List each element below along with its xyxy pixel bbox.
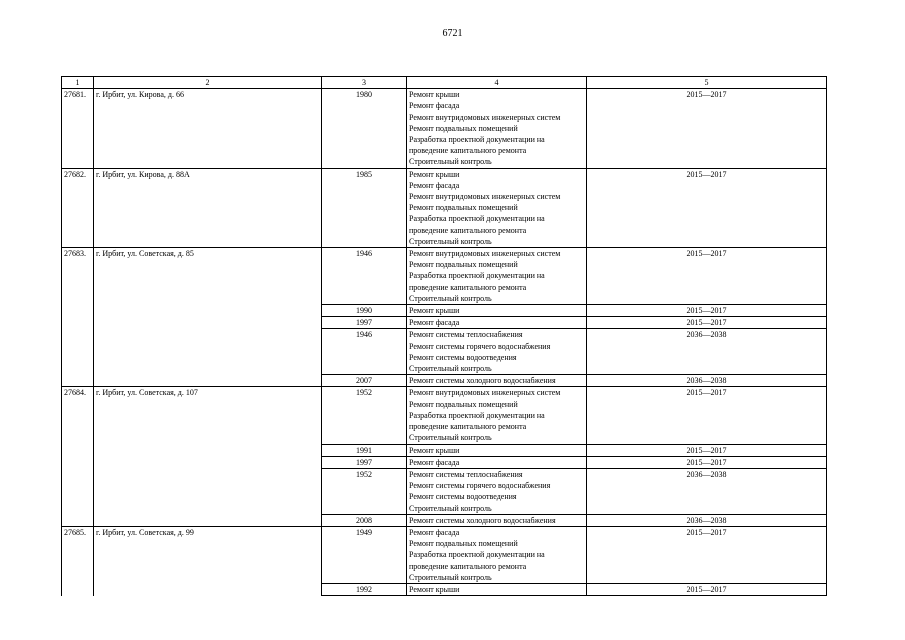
column-header: 1 bbox=[62, 77, 94, 89]
entry-number: 27683. bbox=[62, 248, 94, 387]
work-item: Ремонт подвальных помещений bbox=[409, 203, 518, 213]
work-item: Строительный контроль bbox=[409, 293, 492, 303]
column-header: 2 bbox=[94, 77, 322, 89]
build-year: 2008 bbox=[322, 514, 407, 526]
work-item: Ремонт крыши bbox=[409, 90, 460, 100]
work-item: Строительный контроль bbox=[409, 433, 492, 443]
work-item: Ремонт подвальных помещений bbox=[409, 260, 518, 270]
work-item: Разработка проектной документации на bbox=[409, 550, 545, 560]
repair-period: 2015—2017 bbox=[587, 89, 827, 168]
work-item: Ремонт крыши bbox=[409, 169, 460, 179]
work-item: Ремонт крыши bbox=[409, 306, 460, 316]
build-year: 1997 bbox=[322, 317, 407, 329]
repair-period: 2015—2017 bbox=[587, 387, 827, 444]
repair-period: 2015—2017 bbox=[587, 305, 827, 317]
work-item: Ремонт системы холодного водоснабжения bbox=[409, 376, 556, 386]
work-item: Ремонт внутридомовых инженерных систем bbox=[409, 112, 561, 122]
work-item: Разработка проектной документации на bbox=[409, 410, 545, 420]
works-cell bbox=[407, 387, 587, 444]
work-item: Ремонт крыши bbox=[409, 584, 460, 594]
work-item: Ремонт системы водоотведения bbox=[409, 352, 517, 362]
table-row bbox=[62, 168, 827, 247]
work-item: Разработка проектной документации на bbox=[409, 214, 545, 224]
work-item: Ремонт внутридомовых инженерных систем bbox=[409, 192, 561, 202]
work-item: Ремонт системы горячего водоснабжения bbox=[409, 341, 551, 351]
work-item: Строительный контроль bbox=[409, 364, 492, 374]
build-year: 1997 bbox=[322, 456, 407, 468]
build-year: 1991 bbox=[322, 444, 407, 456]
entry-number: 27684. bbox=[62, 387, 94, 526]
work-item: Ремонт внутридомовых инженерных систем bbox=[409, 249, 561, 259]
work-item: Ремонт внутридомовых инженерных систем bbox=[409, 388, 561, 398]
work-item: Разработка проектной документации на bbox=[409, 271, 545, 281]
build-year: 1946 bbox=[322, 329, 407, 375]
table-row bbox=[62, 89, 827, 168]
header-row bbox=[62, 77, 827, 89]
entry-address: г. Ирбит, ул. Кирова, д. 88А bbox=[94, 168, 322, 247]
repair-schedule-table bbox=[61, 76, 827, 596]
build-year: 1985 bbox=[322, 168, 407, 247]
repair-period: 2015—2017 bbox=[587, 248, 827, 305]
repair-period: 2015—2017 bbox=[587, 168, 827, 247]
works-cell bbox=[407, 317, 587, 329]
work-item: проведение капитального ремонта bbox=[409, 146, 527, 156]
work-item: Ремонт фасада bbox=[409, 318, 460, 328]
column-header: 3 bbox=[322, 77, 407, 89]
build-year: 1990 bbox=[322, 305, 407, 317]
work-item: Строительный контроль bbox=[409, 572, 492, 582]
work-item: Ремонт фасада bbox=[409, 527, 460, 537]
works-cell bbox=[407, 514, 587, 526]
table-row bbox=[62, 387, 827, 444]
work-item: Ремонт системы холодного водоснабжения bbox=[409, 515, 556, 525]
column-header: 4 bbox=[407, 77, 587, 89]
work-item: Ремонт фасада bbox=[409, 180, 460, 190]
repair-period: 2036—2038 bbox=[587, 514, 827, 526]
works-cell bbox=[407, 248, 587, 305]
column-header: 5 bbox=[587, 77, 827, 89]
repair-period: 2036—2038 bbox=[587, 329, 827, 375]
work-item: Ремонт крыши bbox=[409, 445, 460, 455]
works-cell bbox=[407, 375, 587, 387]
works-cell bbox=[407, 168, 587, 247]
entry-address: г. Ирбит, ул. Советская, д. 99 bbox=[94, 526, 322, 595]
table-row bbox=[62, 526, 827, 583]
build-year: 1952 bbox=[322, 468, 407, 514]
repair-period: 2036—2038 bbox=[587, 468, 827, 514]
works-cell bbox=[407, 305, 587, 317]
repair-period: 2036—2038 bbox=[587, 375, 827, 387]
build-year: 1946 bbox=[322, 248, 407, 305]
work-item: Ремонт подвальных помещений bbox=[409, 539, 518, 549]
works-cell bbox=[407, 583, 587, 595]
repair-period: 2015—2017 bbox=[587, 456, 827, 468]
entry-number: 27682. bbox=[62, 168, 94, 247]
work-item: проведение капитального ремонта bbox=[409, 282, 527, 292]
work-item: Ремонт системы теплоснабжения bbox=[409, 330, 523, 340]
works-cell bbox=[407, 329, 587, 375]
repair-period: 2015—2017 bbox=[587, 317, 827, 329]
entry-address: г. Ирбит, ул. Советская, д. 85 bbox=[94, 248, 322, 387]
work-item: проведение капитального ремонта bbox=[409, 422, 527, 432]
work-item: Ремонт системы водоотведения bbox=[409, 492, 517, 502]
build-year: 2007 bbox=[322, 375, 407, 387]
repair-period: 2015—2017 bbox=[587, 444, 827, 456]
work-item: Строительный контроль bbox=[409, 236, 492, 246]
entry-address: г. Ирбит, ул. Советская, д. 107 bbox=[94, 387, 322, 526]
table-row bbox=[62, 248, 827, 305]
entry-address: г. Ирбит, ул. Кирова, д. 66 bbox=[94, 89, 322, 168]
build-year: 1980 bbox=[322, 89, 407, 168]
page-number: 6721 bbox=[442, 28, 463, 39]
work-item: Строительный контроль bbox=[409, 503, 492, 513]
work-item: Ремонт системы горячего водоснабжения bbox=[409, 481, 551, 491]
entry-number: 27681. bbox=[62, 89, 94, 168]
works-cell bbox=[407, 468, 587, 514]
work-item: Разработка проектной документации на bbox=[409, 135, 545, 145]
works-cell bbox=[407, 456, 587, 468]
work-item: Ремонт системы теплоснабжения bbox=[409, 469, 523, 479]
work-item: Ремонт фасада bbox=[409, 101, 460, 111]
build-year: 1992 bbox=[322, 583, 407, 595]
work-item: Ремонт фасада bbox=[409, 457, 460, 467]
work-item: Ремонт подвальных помещений bbox=[409, 123, 518, 133]
build-year: 1949 bbox=[322, 526, 407, 583]
work-item: проведение капитального ремонта bbox=[409, 225, 527, 235]
work-item: Ремонт подвальных помещений bbox=[409, 399, 518, 409]
work-item: проведение капитального ремонта bbox=[409, 561, 527, 571]
repair-period: 2015—2017 bbox=[587, 583, 827, 595]
build-year: 1952 bbox=[322, 387, 407, 444]
works-cell bbox=[407, 526, 587, 583]
repair-period: 2015—2017 bbox=[587, 526, 827, 583]
works-cell bbox=[407, 89, 587, 168]
work-item: Строительный контроль bbox=[409, 157, 492, 167]
entry-number: 27685. bbox=[62, 526, 94, 595]
works-cell bbox=[407, 444, 587, 456]
